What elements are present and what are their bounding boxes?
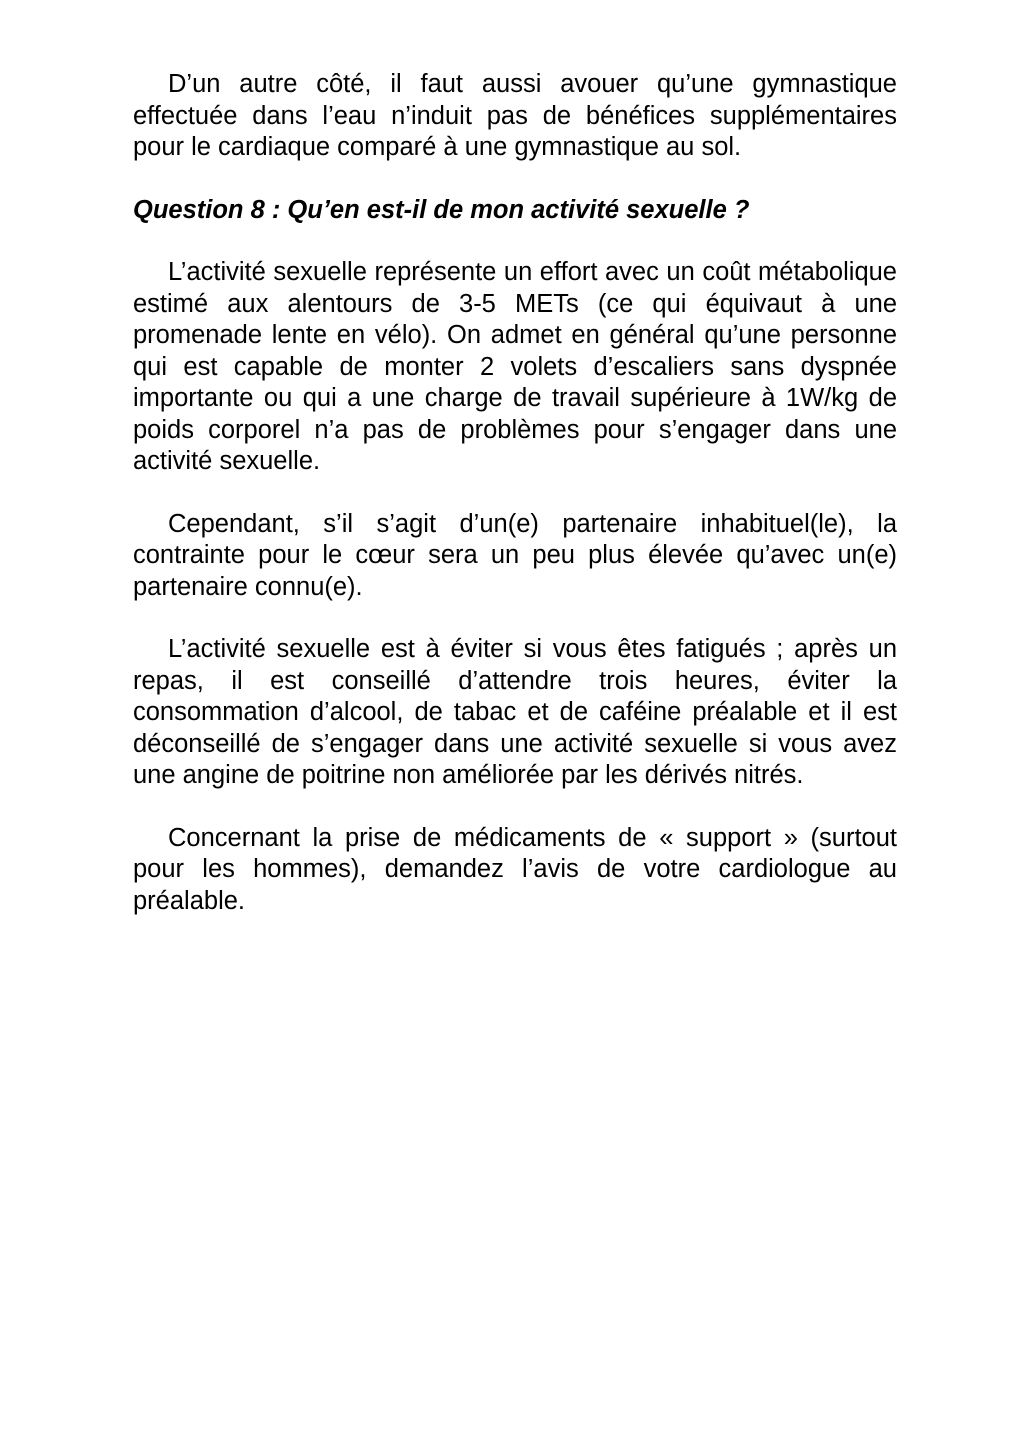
question-8-heading: Question 8 : Qu’en est-il de mon activité sexuelle ?: [133, 195, 750, 224]
paragraph-support-medication: Concernant la prise de médicaments de « support » (surtout pour les hommes), demandez l’avis de votre cardiologue au préalable.: [133, 823, 897, 915]
paragraph-unusual-partner: Cependant, s’il s’agit d’un(e) partenaire inhabituel(le), la contrainte pour le cœur sera un peu plus élevée qu’avec un(e) partenaire connu(e).: [133, 509, 897, 601]
paragraph-metabolic-cost: L’activité sexuelle représente un effort avec un coût métabolique estimé aux alentours de 3-5 METs (ce qui équivaut à une promenade lente en vélo). On admet en général qu’une personne qui est capable de monter 2 volets d’escaliers sans dyspnée importante ou qui a une charge de travail supérieure à 1W/kg de poids corporel n’a pas de problèmes pour s’engager dans une activité sexuelle.: [133, 258, 897, 475]
document-body: [133, 69, 897, 948]
paragraph-precautions: L’activité sexuelle est à éviter si vous êtes fatigués ; après un repas, il est conseillé d’attendre trois heures, éviter la consommation d’alcool, de tabac et de caféine préalable et il est déconseillé de s’engager dans une activité sexuelle si vous avez une angine de poitrine non améliorée par les dérivés nitrés.: [133, 635, 897, 789]
paragraph-aquatic-gymnastics: D’un autre côté, il faut aussi avouer qu’une gymnastique effectuée dans l’eau n’induit pas de bénéfices supplémentaires pour le cardiaque comparé à une gymnastique au sol.: [133, 70, 897, 161]
